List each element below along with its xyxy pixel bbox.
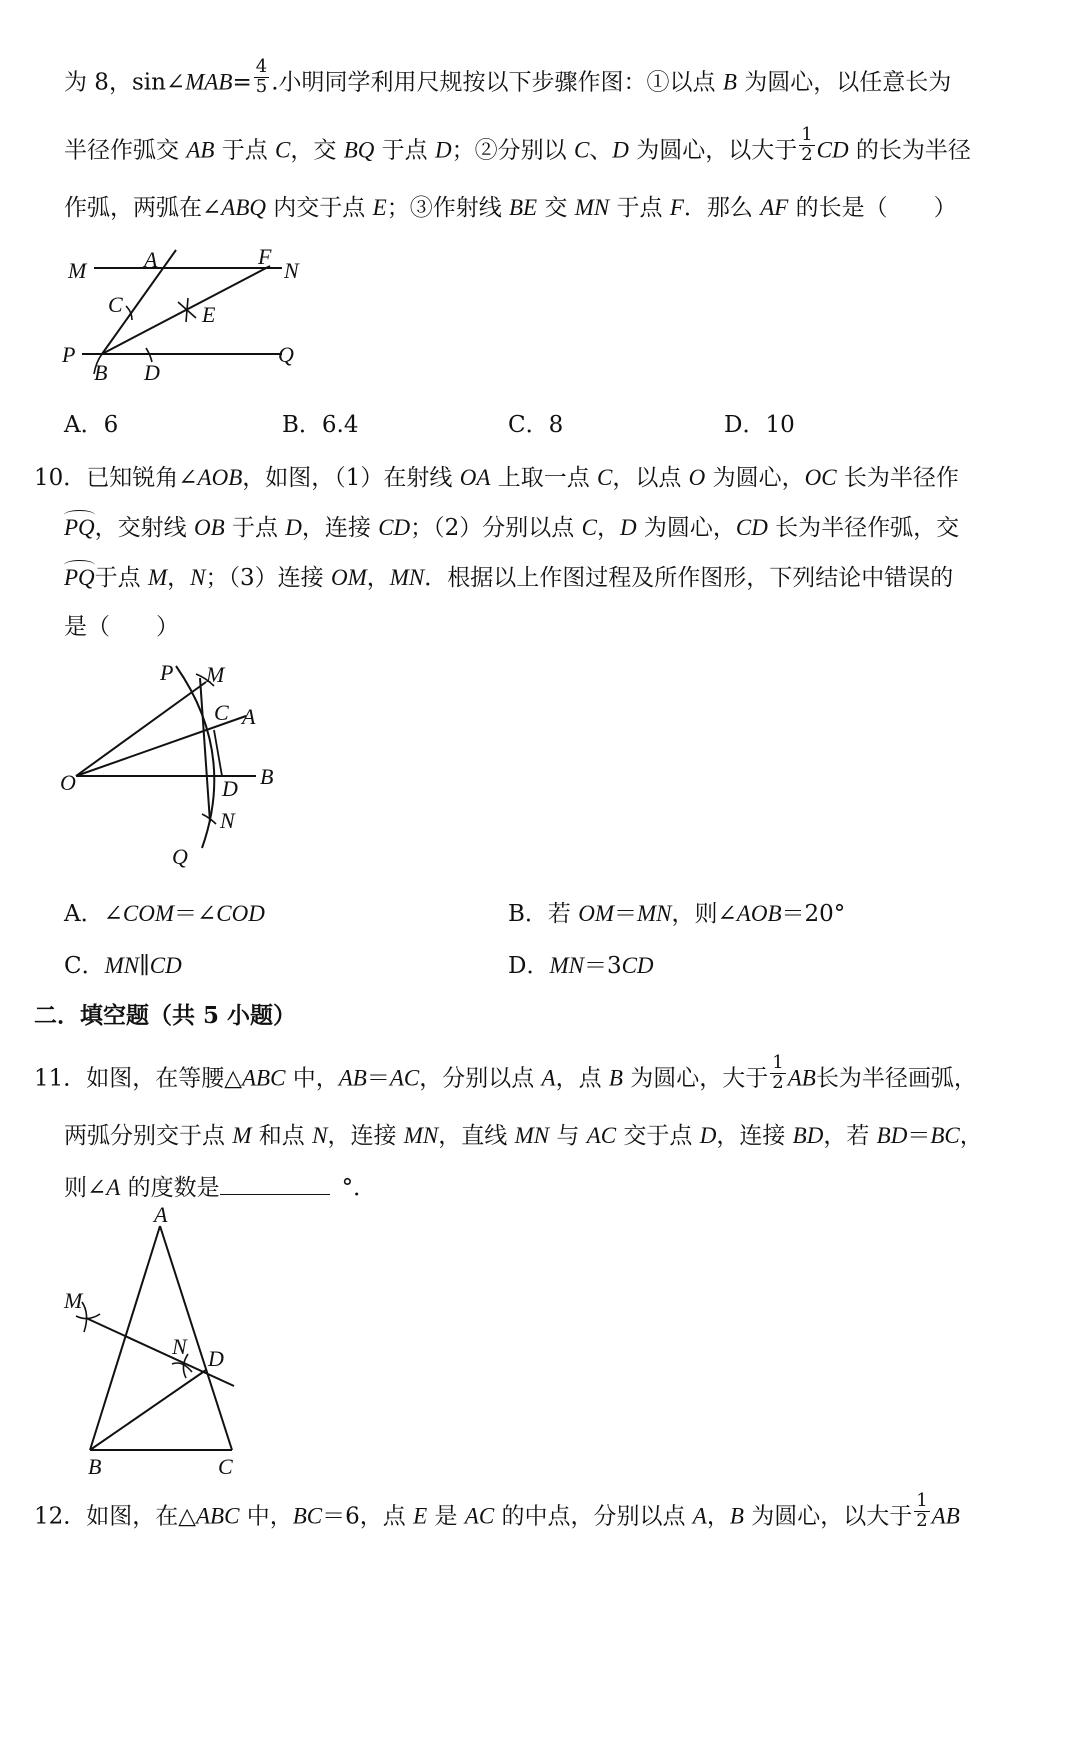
math-var: CD <box>149 953 182 978</box>
text: 内交于点 <box>266 195 373 221</box>
text: 的长是（ ） <box>788 195 957 221</box>
math-var: MN <box>637 901 672 926</box>
fraction-denominator: 5 <box>255 75 268 97</box>
text: ，若 <box>823 1123 877 1149</box>
text: 交于点 <box>616 1123 700 1149</box>
segment-bd <box>90 1370 206 1450</box>
text: 为圆心，以任意长为 <box>736 69 952 96</box>
math-var: OC <box>804 465 837 490</box>
arc-e-2 <box>186 298 188 322</box>
text: 于点 <box>609 195 670 221</box>
text: ＝ <box>614 901 637 927</box>
math-var: O <box>688 465 706 490</box>
text: 为圆心，以大于 <box>628 137 798 164</box>
text: ＝3 <box>583 953 622 979</box>
arc-pq <box>176 666 214 848</box>
math-var: AC <box>464 1503 495 1529</box>
math-var: MN <box>104 953 140 978</box>
fraction-denominator: 2 <box>801 143 813 165</box>
text: 中， <box>285 1065 339 1092</box>
q11-figure <box>60 1204 270 1480</box>
math-var: BD <box>876 1123 908 1148</box>
math-var: E <box>372 195 387 220</box>
text: 是 <box>427 1503 465 1530</box>
label-d: D <box>222 776 238 801</box>
text: B．若 <box>508 901 579 927</box>
text: ．根据以上作图过程及所作图形，下列结论中错误的 <box>424 565 954 591</box>
math-var: OA <box>459 465 491 490</box>
math-var: F <box>669 195 684 220</box>
math-var: MAB <box>185 69 233 95</box>
fraction-numerator: 4 <box>255 56 268 77</box>
q9-option-c: C．8 <box>508 412 564 438</box>
q9-line-3 <box>64 196 957 220</box>
text: 的长为半径 <box>848 137 971 164</box>
side-ac <box>160 1226 232 1450</box>
math-var: B <box>608 1065 623 1091</box>
label-b: B <box>260 764 274 789</box>
label-a: A <box>144 247 158 272</box>
math-var: MN <box>403 1123 439 1148</box>
text: 长为半径作 <box>836 465 959 491</box>
label-b: B <box>88 1454 102 1479</box>
label-m: M <box>68 258 87 283</box>
text: 长为半径画弧， <box>815 1065 977 1092</box>
text: 两弧分别交于点 <box>64 1123 233 1149</box>
text: ，连接 <box>327 1123 404 1149</box>
q9-option-b: B．6.4 <box>282 412 359 438</box>
text: ，如图，（1）在射线 <box>242 465 460 491</box>
q10-option-a <box>64 902 265 926</box>
text: 12．如图，在△ <box>34 1503 196 1530</box>
label-b: B <box>94 360 108 385</box>
math-var: D <box>699 1123 717 1148</box>
q9-option-d: D．10 <box>724 412 795 438</box>
math-var: MN <box>514 1123 550 1148</box>
math-var: CD <box>735 515 768 540</box>
text: ．那么 <box>683 195 761 221</box>
q12-line-1 <box>34 1490 960 1531</box>
text: ， <box>366 565 390 591</box>
text: ， <box>706 1503 730 1530</box>
math-var: AF <box>760 195 789 220</box>
text: 半径作弧交 <box>64 137 187 164</box>
math-var: BQ <box>343 137 375 163</box>
math-var: COM <box>122 901 175 926</box>
math-var: D <box>285 515 302 540</box>
text: 作弧，两弧在∠ <box>64 195 222 221</box>
section-heading: 二．填空题（共 5 小题） <box>34 1002 297 1029</box>
text: ；③作射线 <box>386 195 509 221</box>
math-var: B <box>722 69 737 95</box>
q11-line-3 <box>64 1174 376 1200</box>
q9-line-2 <box>64 124 971 165</box>
math-var: N <box>190 565 206 590</box>
text: .小明同学利用尺规按以下步骤作图：①以点 <box>271 69 723 96</box>
text: 为圆心，大于 <box>622 1065 769 1092</box>
math-var: ABC <box>195 1503 240 1529</box>
math-var: C <box>597 465 613 490</box>
math-var: AC <box>389 1065 420 1091</box>
text: °． <box>341 1175 377 1201</box>
text: 长为半径作弧，交 <box>767 515 960 541</box>
text: 的中点，分别以点 <box>494 1503 693 1530</box>
math-var: AB <box>338 1065 367 1091</box>
label-e: E <box>202 302 216 327</box>
q10-option-c <box>64 954 182 978</box>
q10-line-4: 是（ ） <box>64 614 179 640</box>
text: A．∠ <box>64 901 123 927</box>
q10-option-b <box>508 902 845 926</box>
arc-notation: PQ <box>64 515 95 540</box>
arc-m-2 <box>82 1302 87 1332</box>
label-p: P <box>62 342 76 367</box>
text: 于点 <box>374 137 435 164</box>
answer-blank[interactable] <box>220 1174 330 1195</box>
math-var: D <box>435 137 452 163</box>
math-var: BE <box>509 195 538 220</box>
math-var: OB <box>193 515 225 540</box>
segment-om <box>76 682 206 776</box>
arc-m-1 <box>76 1314 100 1319</box>
text: ，则∠ <box>671 901 737 927</box>
math-var: AB <box>787 1065 816 1091</box>
math-var: BC <box>292 1503 323 1529</box>
math-var: N <box>312 1123 328 1148</box>
text: ，交 <box>290 137 344 164</box>
label-p: P <box>160 660 174 685</box>
math-var: CD <box>816 137 849 163</box>
text: ，分别以点 <box>419 1065 542 1092</box>
math-var: COD <box>216 901 265 926</box>
label-q: Q <box>278 342 294 367</box>
text: 为 8，sin∠ <box>64 69 186 96</box>
text: ；②分别以 <box>451 137 574 164</box>
fraction <box>770 1054 785 1093</box>
math-var: C <box>573 137 590 163</box>
text: 的度数是 <box>120 1175 220 1201</box>
math-var: B <box>729 1503 744 1529</box>
q10-line-1 <box>34 466 959 490</box>
math-var: MN <box>389 565 425 590</box>
text: ＝ <box>907 1123 931 1149</box>
math-var: A <box>541 1065 556 1091</box>
text: 上取一点 <box>490 465 598 491</box>
q10-option-d <box>508 954 654 978</box>
fraction <box>799 126 814 165</box>
text: 于点 <box>214 137 276 164</box>
text: ＝∠ <box>174 901 217 927</box>
math-var: MN <box>549 953 584 978</box>
text: ， <box>959 1123 983 1149</box>
text: = <box>232 69 252 96</box>
label-m: M <box>64 1288 83 1313</box>
text: ∥ <box>139 953 150 979</box>
label-m: M <box>206 662 225 687</box>
text: 为圆心， <box>705 465 805 491</box>
text: ＝ <box>366 1065 390 1092</box>
fraction-denominator: 2 <box>772 1071 784 1093</box>
text: 为圆心，以大于 <box>743 1503 913 1530</box>
math-var: D <box>612 137 629 163</box>
math-var: E <box>413 1503 428 1529</box>
text: 和点 <box>251 1123 313 1149</box>
fraction-denominator: 2 <box>916 1509 928 1531</box>
segment-mn <box>200 678 210 822</box>
label-c: C <box>108 292 123 317</box>
text: ；（3）连接 <box>205 565 331 591</box>
math-var: M <box>147 565 168 590</box>
math-var: BD <box>792 1123 824 1148</box>
fraction-numerator: 1 <box>916 1490 928 1511</box>
math-var: ABQ <box>221 195 266 220</box>
q9-figure <box>60 240 340 390</box>
label-d: D <box>208 1346 224 1371</box>
text: C． <box>64 953 105 979</box>
q9-line-1 <box>64 56 952 97</box>
text: ＝6，点 <box>322 1503 414 1530</box>
q10-figure <box>56 652 296 874</box>
label-n: N <box>284 258 299 283</box>
segment-cd <box>214 730 222 776</box>
q9-option-a: A．6 <box>64 412 119 438</box>
math-var: AOB <box>197 465 243 490</box>
arc-notation: PQ <box>64 565 95 590</box>
text: ，连接 <box>716 1123 793 1149</box>
text: 11．如图，在等腰△ <box>34 1065 242 1092</box>
side-ab <box>90 1226 160 1450</box>
math-var: A <box>106 1175 121 1200</box>
fraction <box>254 58 269 97</box>
fraction-numerator: 1 <box>772 1052 784 1073</box>
label-n: N <box>220 808 235 833</box>
math-var: CD <box>621 953 654 978</box>
label-q: Q <box>172 844 188 869</box>
math-var: D <box>619 515 637 540</box>
math-var: AOB <box>736 901 782 926</box>
math-var: OM <box>330 565 367 590</box>
text: 、 <box>589 137 613 164</box>
math-var: M <box>232 1123 252 1148</box>
label-n: N <box>172 1334 187 1359</box>
label-a: A <box>242 704 256 729</box>
q11-line-1 <box>34 1052 977 1093</box>
text: 交 <box>537 195 575 221</box>
text: ，以点 <box>612 465 689 491</box>
math-var: OM <box>578 901 614 926</box>
math-var: MN <box>574 195 610 220</box>
text: 中， <box>239 1503 293 1530</box>
text: ，直线 <box>438 1123 515 1149</box>
label-c: C <box>214 700 229 725</box>
q11-line-2 <box>64 1124 983 1148</box>
label-f: F <box>258 244 272 269</box>
math-var: C <box>275 137 291 163</box>
math-var: AB <box>931 1503 960 1529</box>
text: 则∠ <box>64 1175 107 1201</box>
text: ， <box>596 515 620 541</box>
text: 与 <box>549 1123 587 1149</box>
fraction <box>914 1492 929 1531</box>
text: ，交射线 <box>94 515 194 541</box>
math-var: C <box>581 515 597 540</box>
label-c: C <box>218 1454 233 1479</box>
math-var: A <box>692 1503 707 1529</box>
q10-line-3 <box>64 566 953 590</box>
text: D． <box>508 953 550 979</box>
text: ， <box>167 565 191 591</box>
math-var: AC <box>586 1123 617 1148</box>
math-var: ABC <box>241 1065 286 1091</box>
math-var: AB <box>186 137 215 163</box>
text: ＝20° <box>781 901 846 927</box>
text: 于点 <box>94 565 148 591</box>
text: 为圆心， <box>636 515 736 541</box>
text: 于点 <box>224 515 286 541</box>
text: ，点 <box>555 1065 609 1092</box>
q10-line-2 <box>64 516 959 540</box>
label-a: A <box>154 1204 168 1227</box>
math-var: CD <box>378 515 411 540</box>
text: ；（2）分别以点 <box>410 515 582 541</box>
fraction-numerator: 1 <box>801 124 813 145</box>
label-d: D <box>144 360 160 385</box>
text: ，连接 <box>301 515 379 541</box>
label-o: O <box>60 770 76 795</box>
math-var: BC <box>930 1123 960 1148</box>
text: 10．已知锐角∠ <box>34 465 198 491</box>
